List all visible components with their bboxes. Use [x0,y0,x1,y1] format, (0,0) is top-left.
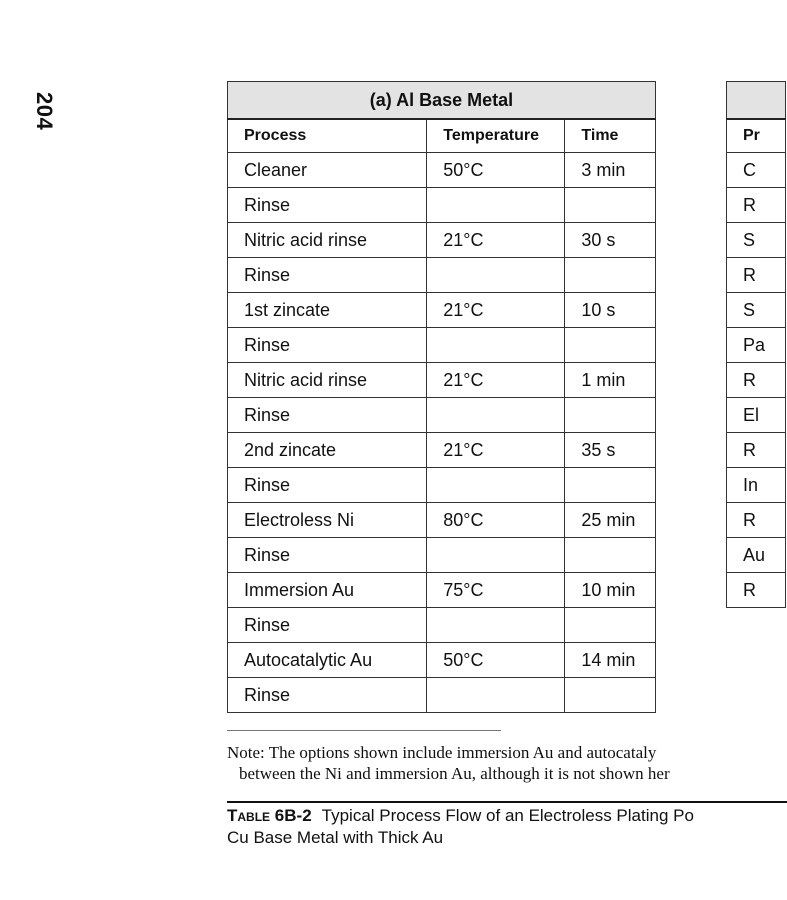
cell-time: 10 s [565,293,656,328]
table-row [727,258,786,293]
cell-time: 14 min [565,643,656,678]
table-row [228,363,656,398]
cell-process: Rinse [228,678,427,713]
cell-process-cut: S [727,293,786,328]
cell-time [565,398,656,433]
cell-temperature [427,398,565,433]
column-header-temperature: Temperature [427,119,565,153]
cell-temperature: 21°C [427,433,565,468]
cell-time: 10 min [565,573,656,608]
cell-time [565,468,656,503]
cell-process-cut: R [727,258,786,293]
table-row [727,468,786,503]
cell-time: 25 min [565,503,656,538]
cell-process: Rinse [228,468,427,503]
cell-temperature [427,328,565,363]
process-table-al [227,81,656,713]
table-row [727,538,786,573]
table-row [727,363,786,398]
cell-time [565,678,656,713]
cell-temperature [427,538,565,573]
cell-process: 2nd zincate [228,433,427,468]
cell-temperature [427,258,565,293]
cell-time: 30 s [565,223,656,258]
cell-process-cut: Au [727,538,786,573]
table-row [727,223,786,258]
cell-time: 1 min [565,363,656,398]
cell-temperature: 50°C [427,153,565,188]
cell-process-cut: R [727,573,786,608]
cell-time: 35 s [565,433,656,468]
table-title: (a) Al Base Metal [228,82,656,120]
caption-text: Typical Process Flow of an Electroless Plating Po [321,806,694,825]
cell-process-cut: R [727,433,786,468]
cell-temperature: 21°C [427,363,565,398]
cell-temperature [427,678,565,713]
table-row [228,328,656,363]
page-number: 204 [32,92,57,131]
cell-temperature: 75°C [427,573,565,608]
table-row [228,398,656,433]
table-row [727,153,786,188]
table-row [228,433,656,468]
table-row [727,433,786,468]
table-caption [227,805,787,849]
table-row [228,258,656,293]
footnote-rule [227,730,501,731]
cell-process-cut: C [727,153,786,188]
cell-temperature: 21°C [427,293,565,328]
cell-temperature [427,188,565,223]
cell-process: Rinse [228,258,427,293]
cell-process-cut: R [727,363,786,398]
cell-temperature [427,468,565,503]
cell-process: Rinse [228,398,427,433]
cell-time [565,328,656,363]
table-title-cut [727,82,786,120]
table-row [228,678,656,713]
cell-time [565,258,656,293]
cell-process: Rinse [228,608,427,643]
cell-temperature [427,608,565,643]
cell-process: Nitric acid rinse [228,363,427,398]
table-row [228,608,656,643]
cell-process: 1st zincate [228,293,427,328]
caption-rule [227,801,787,803]
table-note [227,742,787,784]
caption-text: Cu Base Metal with Thick Au [227,828,444,847]
cell-process: Electroless Ni [228,503,427,538]
cell-process-cut: In [727,468,786,503]
table-row [228,188,656,223]
cell-temperature: 80°C [427,503,565,538]
column-header-process-cut: Pr [727,119,786,153]
cell-time [565,608,656,643]
table-row [228,573,656,608]
table-row [727,398,786,433]
table-row [228,223,656,258]
cell-process: Nitric acid rinse [228,223,427,258]
table-row [727,328,786,363]
cell-process-cut: El [727,398,786,433]
table-row [228,503,656,538]
cell-time: 3 min [565,153,656,188]
column-header-time: Time [565,119,656,153]
note-line: between the Ni and immersion Au, although it is not shown her [239,764,670,783]
cell-temperature: 50°C [427,643,565,678]
cell-temperature: 21°C [427,223,565,258]
table-row [228,468,656,503]
column-header-process: Process [228,119,427,153]
caption-label: Table 6B-2 [227,806,312,825]
table-row [228,293,656,328]
cell-time [565,188,656,223]
cell-process: Cleaner [228,153,427,188]
cell-process: Immersion Au [228,573,427,608]
cell-process: Rinse [228,188,427,223]
table-row [727,188,786,223]
process-table-cu-partial [726,81,786,608]
cell-process-cut: S [727,223,786,258]
table-row [727,293,786,328]
cell-process-cut: R [727,188,786,223]
table-row [228,643,656,678]
table-row [727,503,786,538]
note-line: Note: The options shown include immersion Au and autocataly [227,743,657,762]
cell-time [565,538,656,573]
table-row [228,538,656,573]
cell-process: Rinse [228,538,427,573]
cell-process-cut: R [727,503,786,538]
table-row [228,153,656,188]
cell-process-cut: Pa [727,328,786,363]
cell-process: Rinse [228,328,427,363]
table-row [727,573,786,608]
cell-process: Autocatalytic Au [228,643,427,678]
